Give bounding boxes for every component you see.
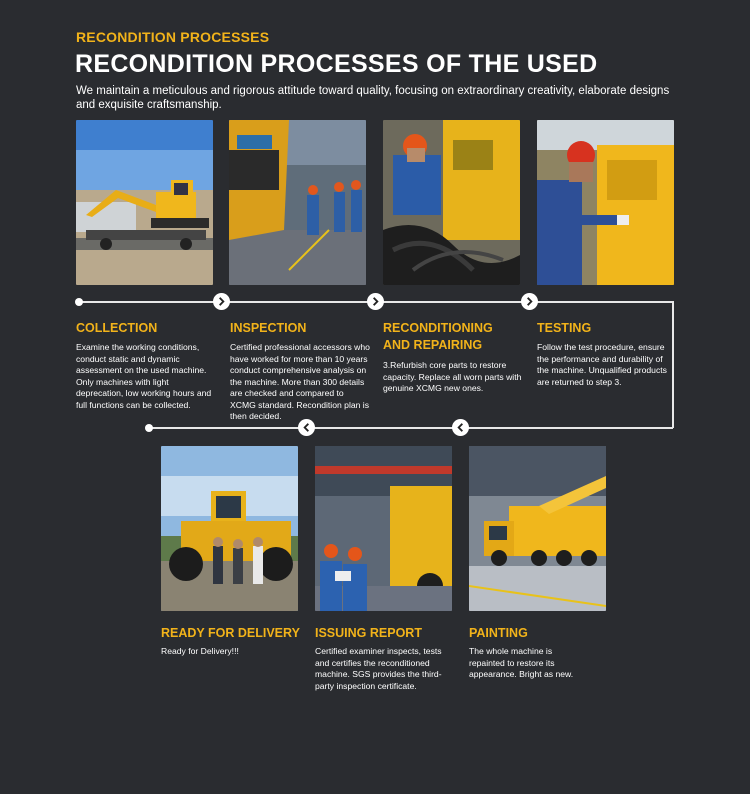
chevron-right-icon bbox=[370, 296, 381, 307]
section-eyebrow: RECONDITION PROCESSES bbox=[76, 29, 270, 45]
worker-repairing-hoses-photo bbox=[383, 120, 520, 285]
step-title: COLLECTION bbox=[76, 321, 158, 335]
step-description: Certified professional accessors who have worked for more than 10 years conduct comprehensive analysis on the machine. More than 300 details are checked and compared to XCMG standard. Recondition plan is then decided. bbox=[230, 342, 370, 421]
chevron-right-icon bbox=[216, 296, 227, 307]
step-arrow-button[interactable] bbox=[521, 293, 538, 310]
step-arrow-button[interactable] bbox=[452, 419, 469, 436]
step-title: ISSUING REPORT bbox=[315, 626, 422, 640]
chevron-left-icon bbox=[455, 422, 466, 433]
worker-testing-machine-photo bbox=[537, 120, 674, 285]
timeline-right-connector bbox=[672, 301, 674, 428]
step-description: Examine the working conditions, conduct static and dynamic assessment on the used machine. Only machines with light deprecation, low working hours and full functions can be collected. bbox=[76, 342, 212, 410]
excavator-on-trailer-photo bbox=[76, 120, 213, 285]
step-description: Ready for Delivery!!! bbox=[161, 646, 239, 656]
step-title: PAINTING bbox=[469, 626, 528, 640]
step-arrow-button[interactable] bbox=[213, 293, 230, 310]
step-description: 3.Refurbish core parts to restore capacity. Replace all worn parts with genuine XCMG new ones. bbox=[383, 360, 522, 393]
page-subtitle: We maintain a meticulous and rigorous attitude toward quality, focusing on extraordinary creativity, elaborate designs and exquisite craftsmanship. bbox=[76, 85, 670, 111]
step-arrow-button[interactable] bbox=[298, 419, 315, 436]
step-title: TESTING bbox=[537, 321, 592, 335]
page-title: RECONDITION PROCESSES OF THE USED bbox=[75, 50, 598, 78]
step-arrow-button[interactable] bbox=[367, 293, 384, 310]
painted-crane-photo bbox=[469, 446, 606, 611]
timeline-end-dot bbox=[145, 424, 153, 432]
examiners-issuing-report-photo bbox=[315, 446, 452, 611]
step-description: Certified examiner inspects, tests and certifies the reconditioned machine. SGS provides the third-party inspection certificate. bbox=[315, 646, 442, 691]
step-title: RECONDITIONING AND REPAIRING bbox=[383, 321, 493, 352]
step-title: READY FOR DELIVERY bbox=[161, 626, 300, 640]
wheel-loader-delivery-photo bbox=[161, 446, 298, 611]
chevron-left-icon bbox=[301, 422, 312, 433]
factory-inspectors-photo bbox=[229, 120, 366, 285]
step-title: INSPECTION bbox=[230, 321, 307, 335]
chevron-right-icon bbox=[524, 296, 535, 307]
timeline-bottom-line bbox=[150, 427, 673, 429]
step-description: Follow the test procedure, ensure the performance and durability of the machine. Unqualified products are returned to step 3. bbox=[537, 342, 667, 387]
timeline-start-dot bbox=[75, 298, 83, 306]
step-description: The whole machine is repainted to restore its appearance. Bright as new. bbox=[469, 646, 574, 679]
